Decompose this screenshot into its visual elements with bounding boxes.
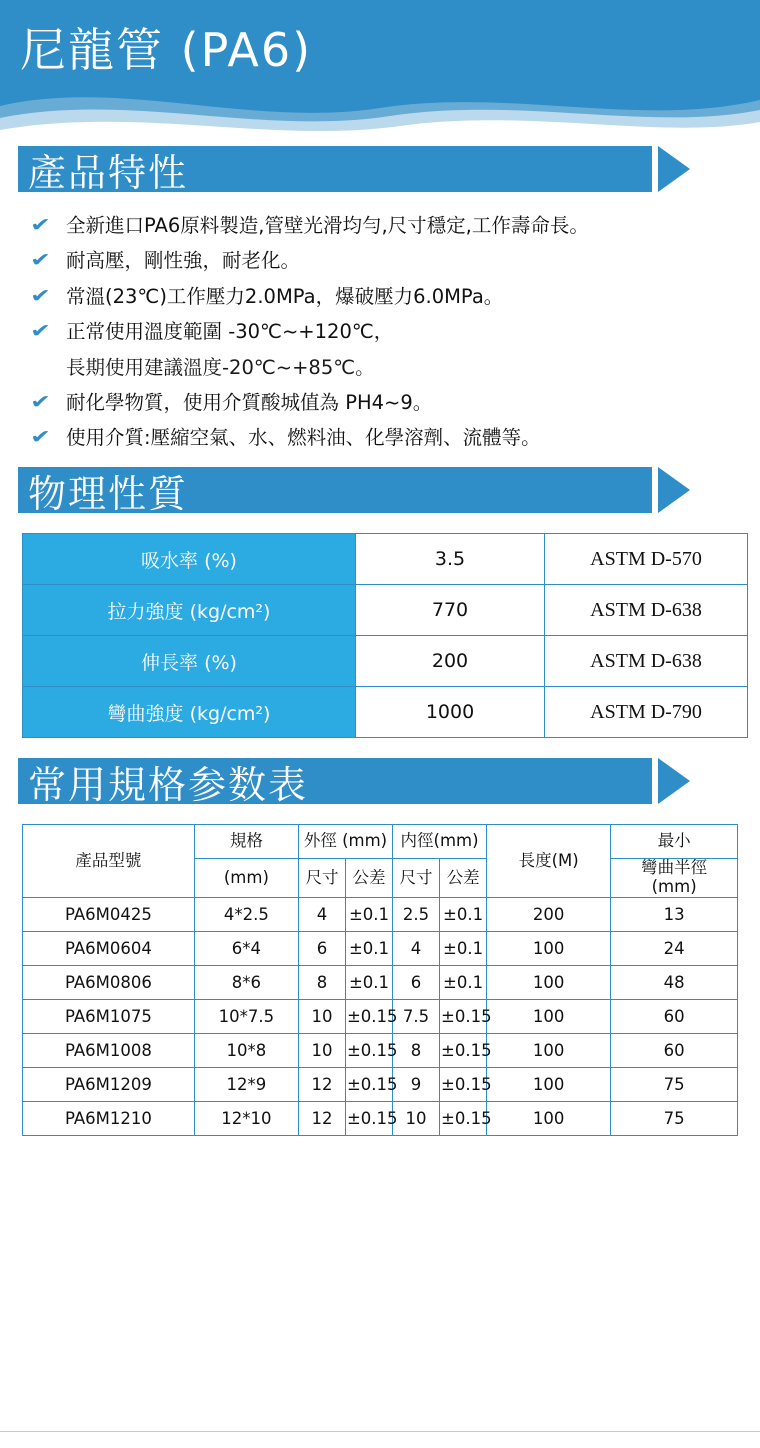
table-row bbox=[23, 687, 748, 738]
property-value: 1000 bbox=[356, 687, 545, 738]
check-icon: ✔ bbox=[30, 284, 51, 307]
cell-radius: 60 bbox=[611, 1034, 738, 1068]
list-item bbox=[30, 214, 740, 238]
cell-spec: 6*4 bbox=[194, 932, 298, 966]
table-header-row bbox=[23, 825, 738, 859]
property-value: 770 bbox=[356, 585, 545, 636]
header-bend-radius-unit: (mm) bbox=[651, 877, 697, 897]
cell-model: PA6M1210 bbox=[23, 1102, 195, 1136]
table-row bbox=[23, 534, 748, 585]
table-row bbox=[23, 1068, 738, 1102]
cell-radius: 48 bbox=[611, 966, 738, 1000]
cell-od-size: 8 bbox=[298, 966, 345, 1000]
table-row bbox=[23, 636, 748, 687]
header-model: 產品型號 bbox=[23, 825, 195, 898]
table-row bbox=[23, 1000, 738, 1034]
list-item bbox=[30, 320, 740, 344]
cell-od-size: 4 bbox=[298, 898, 345, 932]
header-bend-radius bbox=[611, 859, 738, 898]
property-standard: ASTM D-638 bbox=[545, 636, 748, 687]
property-name: 拉力強度 (kg/cm²) bbox=[23, 585, 356, 636]
cell-id-tol: ±0.1 bbox=[440, 898, 487, 932]
property-standard: ASTM D-570 bbox=[545, 534, 748, 585]
header-od-tolerance: 公差 bbox=[345, 859, 392, 898]
cell-length: 100 bbox=[487, 966, 611, 1000]
cell-spec: 8*6 bbox=[194, 966, 298, 1000]
check-icon: ✔ bbox=[30, 390, 51, 413]
cell-radius: 75 bbox=[611, 1102, 738, 1136]
cell-length: 100 bbox=[487, 1034, 611, 1068]
cell-id-tol: ±0.15 bbox=[440, 1068, 487, 1102]
property-standard: ASTM D-790 bbox=[545, 687, 748, 738]
cell-od-tol: ±0.1 bbox=[345, 898, 392, 932]
cell-spec: 12*10 bbox=[194, 1102, 298, 1136]
banner-arrow-icon bbox=[658, 146, 690, 192]
feature-text: 耐高壓，剛性強，耐老化。 bbox=[66, 249, 301, 273]
cell-radius: 24 bbox=[611, 932, 738, 966]
cell-od-size: 10 bbox=[298, 1000, 345, 1034]
header-id-tolerance: 公差 bbox=[440, 859, 487, 898]
cell-id-tol: ±0.15 bbox=[440, 1034, 487, 1068]
feature-text: 全新進口PA6原料製造,管壁光滑均勻,尺寸穩定,工作壽命長。 bbox=[66, 214, 589, 237]
table-row bbox=[23, 1034, 738, 1068]
physical-properties-table bbox=[22, 533, 748, 738]
header-id-size: 尺寸 bbox=[393, 859, 440, 898]
table-row bbox=[23, 932, 738, 966]
wave-decoration bbox=[0, 70, 760, 140]
check-icon: ✔ bbox=[30, 425, 51, 448]
cell-model: PA6M1075 bbox=[23, 1000, 195, 1034]
banner-arrow-icon bbox=[658, 758, 690, 804]
cell-id-tol: ±0.15 bbox=[440, 1102, 487, 1136]
property-value: 3.5 bbox=[356, 534, 545, 585]
cell-od-tol: ±0.15 bbox=[345, 1000, 392, 1034]
property-value: 200 bbox=[356, 636, 545, 687]
property-standard: ASTM D-638 bbox=[545, 585, 748, 636]
header-length: 長度(M) bbox=[487, 825, 611, 898]
feature-text: 正常使用溫度範圍 -30℃~+120℃， bbox=[66, 320, 394, 344]
cell-radius: 75 bbox=[611, 1068, 738, 1102]
cell-id-tol: ±0.1 bbox=[440, 932, 487, 966]
check-icon: ✔ bbox=[30, 214, 51, 236]
section-banner-physical bbox=[18, 461, 742, 519]
spec-table-wrap bbox=[22, 824, 738, 1136]
cell-radius: 13 bbox=[611, 898, 738, 932]
section-banner-spec bbox=[18, 752, 742, 810]
cell-od-tol: ±0.1 bbox=[345, 966, 392, 1000]
physical-properties-table-wrap bbox=[22, 533, 738, 738]
page-title: 尼龍管 (PA6) bbox=[20, 23, 313, 77]
table-row bbox=[23, 585, 748, 636]
header-inner-diameter: 内徑(mm) bbox=[393, 825, 487, 859]
cell-od-tol: ±0.15 bbox=[345, 1068, 392, 1102]
cell-length: 100 bbox=[487, 1000, 611, 1034]
cell-model: PA6M0604 bbox=[23, 932, 195, 966]
cell-spec: 10*8 bbox=[194, 1034, 298, 1068]
cell-radius: 60 bbox=[611, 1000, 738, 1034]
section-title-spec: 常用規格参数表 bbox=[28, 763, 309, 808]
check-icon: ✔ bbox=[30, 249, 51, 272]
cell-od-size: 10 bbox=[298, 1034, 345, 1068]
cell-od-tol: ±0.15 bbox=[345, 1102, 392, 1136]
cell-id-tol: ±0.15 bbox=[440, 1000, 487, 1034]
cell-length: 100 bbox=[487, 1068, 611, 1102]
cell-od-size: 6 bbox=[298, 932, 345, 966]
features-list bbox=[0, 214, 760, 450]
cell-od-size: 12 bbox=[298, 1102, 345, 1136]
property-name: 伸長率 (%) bbox=[23, 636, 356, 687]
list-item bbox=[30, 390, 740, 415]
cell-id-size: 7.5 bbox=[393, 1000, 440, 1034]
list-item bbox=[30, 425, 740, 450]
header-min-radius: 最小 bbox=[611, 825, 738, 859]
cell-od-tol: ±0.15 bbox=[345, 1034, 392, 1068]
cell-spec: 10*7.5 bbox=[194, 1000, 298, 1034]
cell-length: 100 bbox=[487, 932, 611, 966]
cell-id-size: 2.5 bbox=[393, 898, 440, 932]
feature-text: 常溫(23℃)工作壓力2.0MPa，爆破壓力6.0MPa。 bbox=[66, 284, 504, 308]
table-row bbox=[23, 1102, 738, 1136]
section-banner-features bbox=[18, 140, 742, 198]
cell-spec: 12*9 bbox=[194, 1068, 298, 1102]
header-spec-unit: (mm) bbox=[194, 859, 298, 898]
section-title-physical: 物理性質 bbox=[28, 472, 189, 517]
cell-id-size: 6 bbox=[393, 966, 440, 1000]
feature-text: 使用介質:壓縮空氣、水、燃料油、化學溶劑、流體等。 bbox=[66, 425, 541, 449]
cell-id-size: 10 bbox=[393, 1102, 440, 1136]
list-item bbox=[30, 249, 740, 273]
header-spec: 規格 bbox=[194, 825, 298, 859]
banner-arrow-icon bbox=[658, 467, 690, 513]
feature-text: 耐化學物質，使用介質酸城值為 PH4~9。 bbox=[66, 390, 433, 414]
spec-table bbox=[22, 824, 738, 1136]
cell-spec: 4*2.5 bbox=[194, 898, 298, 932]
table-row bbox=[23, 898, 738, 932]
cell-id-size: 4 bbox=[393, 932, 440, 966]
cell-length: 100 bbox=[487, 1102, 611, 1136]
cell-od-tol: ±0.1 bbox=[345, 932, 392, 966]
cell-id-tol: ±0.1 bbox=[440, 966, 487, 1000]
list-item bbox=[30, 284, 740, 309]
footer-divider bbox=[0, 1431, 760, 1448]
cell-id-size: 8 bbox=[393, 1034, 440, 1068]
property-name: 彎曲強度 (kg/cm²) bbox=[23, 687, 356, 738]
cell-model: PA6M0806 bbox=[23, 966, 195, 1000]
cell-model: PA6M1209 bbox=[23, 1068, 195, 1102]
header-outer-diameter: 外徑 (mm) bbox=[298, 825, 392, 859]
cell-length: 200 bbox=[487, 898, 611, 932]
page-header bbox=[0, 0, 760, 140]
header-od-size: 尺寸 bbox=[298, 859, 345, 898]
header-bend-radius-text: 彎曲半徑 bbox=[641, 858, 708, 878]
cell-model: PA6M0425 bbox=[23, 898, 195, 932]
table-row bbox=[23, 966, 738, 1000]
check-icon: ✔ bbox=[30, 320, 51, 343]
cell-od-size: 12 bbox=[298, 1068, 345, 1102]
section-title-features: 產品特性 bbox=[28, 151, 189, 195]
cell-id-size: 9 bbox=[393, 1068, 440, 1102]
property-name: 吸水率 (%) bbox=[23, 534, 356, 585]
cell-model: PA6M1008 bbox=[23, 1034, 195, 1068]
feature-subtext: 長期使用建議溫度-20℃~+85℃。 bbox=[66, 355, 375, 379]
